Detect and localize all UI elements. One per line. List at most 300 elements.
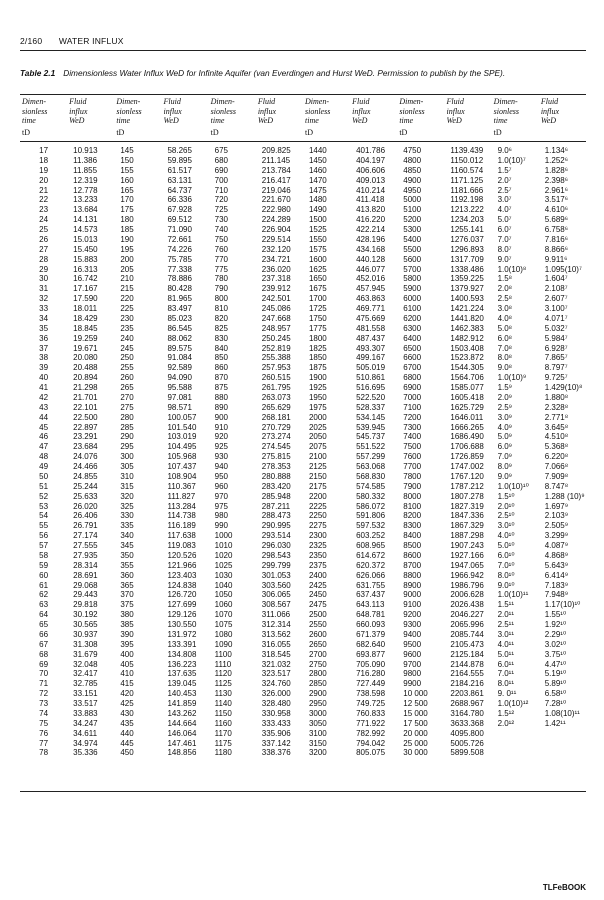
- column-header-line: time: [493, 116, 508, 125]
- table-cell: 463.863: [356, 294, 386, 304]
- table-row: [20, 689, 586, 699]
- table-cell: 522.520: [356, 392, 386, 402]
- table-cell: 66.336: [167, 195, 192, 205]
- table-cell: 6500: [403, 343, 422, 353]
- table-cell: 91.084: [167, 353, 192, 363]
- table-cell: 2.0⁷: [497, 175, 512, 185]
- table-cell: 428.196: [356, 234, 386, 244]
- table-cell: 7.816⁶: [544, 234, 569, 244]
- table-cell: 290.995: [261, 521, 291, 531]
- column-header-line: Fluid: [163, 97, 181, 106]
- table-cell: 337.142: [261, 738, 291, 748]
- table-cell: 499.167: [356, 353, 386, 363]
- column-headers: [20, 97, 586, 137]
- table-row: [20, 166, 586, 176]
- table-cell: 960: [214, 481, 228, 491]
- table-cell: 1080: [214, 629, 233, 639]
- table-cell: 9300: [403, 620, 422, 629]
- table-cell: 20.894: [73, 373, 98, 383]
- table-cell: 14.131: [73, 215, 98, 225]
- column-header: [114, 97, 161, 137]
- table-cell: 1.0(10)¹²: [497, 699, 529, 708]
- table-cell: 7.909⁸: [544, 471, 569, 481]
- column-header-line: sionless: [210, 106, 236, 116]
- table-cell: 1150.012: [450, 155, 484, 165]
- page-number: 2/160: [20, 36, 43, 46]
- table-cell: 283.420: [261, 481, 291, 491]
- table-row: [20, 176, 586, 186]
- table-cell: 1450: [308, 155, 327, 165]
- table-cell: 693.877: [356, 649, 386, 659]
- running-header: [20, 36, 138, 46]
- table-cell: 8300: [403, 521, 422, 531]
- table-cell: 1400.593: [450, 294, 484, 304]
- table-cell: 1234.203: [450, 215, 484, 225]
- table-cell: 1907.243: [450, 541, 484, 550]
- table-cell: 395: [120, 639, 134, 649]
- table-row: [20, 590, 586, 600]
- table-cell: 1.0(10)¹¹: [497, 590, 529, 600]
- table-cell: 1.5¹⁰: [497, 491, 515, 501]
- table-cell: 5.689⁶: [544, 215, 569, 225]
- table-cell: 1585.077: [450, 383, 484, 392]
- table-cell: 287.211: [261, 501, 291, 511]
- table-cell: 273.274: [261, 432, 291, 442]
- table-cell: 74: [39, 708, 49, 718]
- table-cell: 568.830: [356, 471, 386, 481]
- table-cell: 338.376: [261, 748, 291, 758]
- table-cell: 131.972: [167, 629, 197, 639]
- table-cell: 255.388: [261, 353, 291, 363]
- table-cell: 71.090: [167, 225, 192, 234]
- table-cell: 1.55¹⁰: [544, 610, 567, 620]
- table-row: [20, 462, 586, 472]
- table-cell: 2085.744: [450, 629, 484, 639]
- table-cell: 2.108⁷: [544, 284, 568, 294]
- table-cell: 1150: [214, 708, 232, 718]
- table-cell: 1120: [214, 669, 232, 679]
- table-row: [20, 511, 586, 521]
- table-cell: 7.0⁷: [497, 234, 512, 244]
- table-cell: 30 000: [403, 748, 428, 758]
- table-row: [20, 571, 586, 581]
- table-cell: 409.013: [356, 175, 386, 185]
- table-cell: 7.865⁷: [544, 353, 568, 363]
- table-cell: 333.433: [261, 718, 291, 728]
- table-cell: 970: [214, 491, 228, 501]
- table-cell: 49: [39, 462, 49, 471]
- table-cell: 88.062: [167, 333, 192, 343]
- table-cell: 145: [120, 146, 134, 155]
- table-cell: 15.013: [73, 234, 98, 244]
- table-cell: 9.0¹⁰: [497, 580, 515, 590]
- table-cell: 790: [214, 284, 228, 294]
- table-cell: 3.0⁹: [497, 412, 513, 422]
- column-header-line: influx: [163, 106, 182, 116]
- table-cell: 8800: [403, 570, 422, 580]
- table-cell: 17: [39, 146, 49, 155]
- table-cell: 26.791: [73, 521, 98, 531]
- table-cell: 1213.222: [450, 205, 484, 215]
- table-row: [20, 699, 586, 709]
- table-cell: 22.897: [73, 422, 98, 432]
- table-cell: 6.928⁷: [544, 343, 568, 353]
- table-cell: 11.855: [73, 165, 98, 175]
- table-cell: 239.912: [261, 284, 291, 294]
- table-cell: 324.760: [261, 679, 291, 689]
- table-cell: 4950: [403, 185, 422, 195]
- table-cell: 8.0¹¹: [497, 679, 515, 689]
- table-cell: 113.284: [167, 501, 196, 511]
- table-cell: 534.145: [356, 412, 386, 422]
- table-cell: 234.721: [261, 254, 291, 264]
- table-cell: 7800: [403, 471, 422, 481]
- column-header-line: [257, 128, 303, 138]
- table-cell: 493.307: [356, 343, 386, 353]
- column-header-line: Fluid: [540, 97, 559, 106]
- table-cell: 516.695: [356, 383, 386, 392]
- table-cell: 2075: [308, 442, 327, 452]
- table-cell: 195: [120, 244, 134, 254]
- table-cell: 925: [214, 442, 228, 452]
- table-cell: 81.965: [167, 294, 192, 304]
- table-cell: 15.883: [73, 254, 98, 264]
- table-row: [20, 719, 586, 729]
- column-header: [20, 97, 67, 137]
- table-row: [20, 620, 586, 630]
- table-cell: 20.080: [73, 353, 98, 363]
- table-row: [20, 442, 586, 452]
- table-cell: 72.661: [167, 234, 192, 244]
- table-cell: 69.512: [167, 215, 192, 225]
- table-cell: 1482.912: [450, 333, 484, 343]
- table-cell: 990: [214, 521, 228, 531]
- table-cell: 18.845: [73, 323, 98, 333]
- table-cell: 1.095(10)⁷: [544, 264, 582, 274]
- table-cell: 330: [120, 511, 134, 521]
- table-cell: 2125: [308, 462, 327, 471]
- table-cell: 7.948⁹: [544, 590, 569, 600]
- table-title: Dimensionless Water Influx WeD for Infinite Aquifer (van Everdingen and Hurst WeD. Permission to publish by the SPE).: [63, 68, 506, 78]
- table-cell: 648.781: [356, 610, 386, 620]
- table-cell: 24.466: [73, 462, 98, 471]
- table-cell: 21: [39, 185, 49, 195]
- table-cell: 67: [39, 639, 49, 649]
- table-cell: 1.429(10)⁸: [544, 383, 583, 392]
- table-cell: 175: [120, 205, 134, 215]
- table-cell: 840: [214, 343, 228, 353]
- table-cell: 603.252: [356, 531, 386, 541]
- table-cell: 6.0⁹: [497, 442, 513, 452]
- table-cell: 121.966: [167, 560, 197, 570]
- table-cell: 136.223: [167, 659, 197, 669]
- table-cell: 31: [39, 284, 49, 294]
- table-cell: 77.338: [167, 264, 192, 274]
- table-cell: 44: [39, 412, 49, 422]
- table-cell: 1440: [308, 146, 327, 155]
- table-cell: 236.020: [261, 264, 291, 274]
- table-cell: 1800: [308, 333, 327, 343]
- table-cell: 27: [39, 244, 49, 254]
- table-cell: 682.640: [356, 639, 386, 649]
- column-header-line: [163, 128, 209, 138]
- table-cell: 23.684: [73, 442, 98, 452]
- table-cell: 8700: [403, 560, 422, 570]
- table-cell: 6900: [403, 383, 422, 392]
- table-cell: 875: [214, 383, 228, 392]
- table-head-rule: [20, 141, 586, 142]
- table-cell: 18: [39, 155, 49, 165]
- column-header-line: time: [210, 116, 225, 125]
- table-cell: 265.629: [261, 402, 291, 412]
- table-cell: 328.480: [261, 699, 291, 708]
- table-cell: 65: [39, 620, 49, 629]
- table-cell: 40: [39, 373, 49, 383]
- table-cell: 4.0⁸: [497, 313, 513, 323]
- table-cell: 226.904: [261, 225, 291, 234]
- table-cell: 770: [214, 254, 228, 264]
- table-cell: 306.065: [261, 590, 291, 600]
- table-cell: [492, 748, 539, 758]
- table-cell: 141.859: [167, 699, 197, 708]
- table-cell: 400: [120, 649, 134, 659]
- table-cell: 413.820: [356, 205, 386, 215]
- table-row: [20, 334, 586, 344]
- table-cell: 415: [120, 679, 134, 689]
- table-row: [20, 472, 586, 482]
- table-cell: 85.023: [167, 313, 192, 323]
- table-cell: 6.0⁸: [497, 333, 513, 343]
- table-cell: 410.214: [356, 185, 386, 195]
- table-cell: [492, 729, 539, 739]
- table-cell: 365: [120, 580, 134, 590]
- table-cell: 574.585: [356, 481, 386, 491]
- table-cell: 27.555: [73, 541, 98, 550]
- table-cell: 147.461: [167, 738, 197, 748]
- table-cell: 54: [39, 511, 49, 521]
- table-cell: 146.064: [167, 728, 197, 738]
- table-cell: 446.077: [356, 264, 386, 274]
- table-cell: 870: [214, 373, 228, 383]
- table-cell: 83.497: [167, 304, 192, 313]
- table-cell: 17.590: [73, 294, 98, 304]
- table-cell: 300: [120, 452, 134, 462]
- table-cell: 5100: [403, 205, 422, 215]
- table-cell: 2650: [308, 639, 327, 649]
- table-cell: 9.911⁶: [544, 254, 568, 264]
- table-cell: 4.868⁹: [544, 550, 569, 560]
- table-row: [20, 423, 586, 433]
- table-cell: 1140: [214, 699, 232, 708]
- table-cell: 8.0¹⁰: [497, 570, 515, 580]
- table-cell: 5400: [403, 234, 422, 244]
- table-cell: 110.367: [167, 481, 196, 491]
- table-cell: 75.785: [167, 254, 192, 264]
- table-cell: 250: [120, 353, 134, 363]
- table-cell: 270: [120, 392, 134, 402]
- table-cell: 1470: [308, 175, 327, 185]
- table-cell: 404.197: [356, 155, 386, 165]
- table-cell: 1070: [214, 610, 233, 620]
- table-cell: 1925: [308, 383, 327, 392]
- table-cell: 98.571: [167, 402, 192, 412]
- column-header-line: influx: [446, 106, 465, 116]
- table-cell: 7.183⁹: [544, 580, 569, 590]
- table-cell: 9700: [403, 659, 422, 669]
- table-cell: 7100: [403, 402, 422, 412]
- table-cell: 137.635: [167, 669, 197, 679]
- table-cell: 1807.278: [450, 491, 484, 501]
- table-cell: 30: [39, 274, 49, 284]
- table-cell: 111.827: [167, 491, 196, 501]
- table-cell: 1125: [214, 679, 232, 689]
- table-cell: 528.337: [356, 402, 386, 412]
- table-cell: 62: [39, 590, 49, 600]
- table-cell: 6200: [403, 313, 422, 323]
- table-cell: 340: [120, 531, 134, 541]
- table-cell: 440: [120, 728, 134, 738]
- table-cell: 71: [39, 679, 49, 689]
- table-cell: 1725: [308, 304, 327, 313]
- table-cell: 48: [39, 452, 49, 462]
- table-cell: 1181.666: [450, 185, 484, 195]
- table-cell: 1.08(10)¹¹: [544, 708, 580, 718]
- table-cell: 9900: [403, 679, 422, 689]
- table-row: [20, 245, 586, 255]
- table-cell: 2275: [308, 521, 327, 531]
- table-cell: 1110: [214, 659, 232, 669]
- table-cell: 2225: [308, 501, 327, 511]
- table-cell: 7000: [403, 392, 422, 402]
- table-cell: 101.540: [167, 422, 197, 432]
- table-cell: 25.244: [73, 481, 98, 491]
- table-cell: 545.737: [356, 432, 386, 442]
- table-cell: 35: [39, 323, 49, 333]
- table-cell: 230: [120, 313, 134, 323]
- table-cell: 435: [120, 718, 134, 728]
- table-row: [20, 581, 586, 591]
- table-cell: 1767.120: [450, 471, 484, 481]
- table-cell: 900: [214, 412, 228, 422]
- table-cell: 190: [120, 234, 134, 244]
- table-cell: 6.58¹⁰: [544, 689, 567, 699]
- table-cell: 237.318: [261, 274, 291, 284]
- table-cell: 1.5⁸: [497, 274, 513, 284]
- table-cell: 30.565: [73, 620, 98, 629]
- table-cell: 940: [214, 462, 228, 471]
- column-header-line: influx: [540, 106, 560, 116]
- table-cell: 1847.336: [450, 511, 484, 521]
- table-cell: 58: [39, 550, 49, 560]
- table-cell: 29.818: [73, 600, 98, 610]
- table-cell: 637.437: [356, 590, 386, 600]
- column-header: [397, 97, 444, 137]
- table-cell: 5800: [403, 274, 422, 284]
- table-cell: 4.087⁹: [544, 541, 569, 550]
- table-cell: 7200: [403, 412, 422, 422]
- table-cell: 2.5⁹: [497, 402, 513, 412]
- table-cell: 143.262: [167, 708, 197, 718]
- table-cell: 165: [120, 185, 134, 195]
- table-cell: 76: [39, 728, 49, 738]
- table-cell: 2.0⁹: [497, 392, 513, 402]
- table-row: [20, 215, 586, 225]
- column-header-line: tD: [305, 127, 313, 137]
- table-cell: 5.984⁷: [544, 333, 568, 343]
- table-cell: 1255.141: [450, 225, 484, 234]
- column-header-line: WeD: [352, 116, 368, 125]
- table-cell: 5.032⁷: [544, 323, 568, 333]
- table-row: [20, 314, 586, 324]
- table-cell: 481.558: [356, 323, 386, 333]
- table-cell: 26.406: [73, 511, 98, 521]
- table-cell: 51: [39, 481, 49, 491]
- table-cell: 80.428: [167, 284, 192, 294]
- table-cell: 1646.011: [450, 412, 484, 422]
- table-cell: 1686.490: [450, 432, 484, 442]
- table-cell: 2.0⁸: [497, 284, 513, 294]
- table-cell: 2105.473: [450, 639, 484, 649]
- table-cell: 3100: [308, 728, 327, 738]
- table-cell: 800: [214, 294, 228, 304]
- table-cell: 1192.198: [450, 195, 484, 205]
- table-cell: 626.066: [356, 570, 386, 580]
- table-cell: 229.514: [261, 234, 291, 244]
- table-cell: 3.0⁷: [497, 195, 512, 205]
- table-cell: 4.47¹⁰: [544, 659, 567, 669]
- table-cell: 42: [39, 392, 49, 402]
- table-cell: 298.543: [261, 550, 291, 560]
- column-header-line: time: [399, 116, 414, 125]
- table-cell: 370: [120, 590, 134, 600]
- table-cell: 1.697⁹: [544, 501, 569, 511]
- table-cell: 380: [120, 610, 134, 620]
- table-cell: 1500: [308, 215, 327, 225]
- table-cell: 375: [120, 600, 134, 610]
- table-cell: 224.289: [261, 215, 291, 225]
- table-cell: 406.606: [356, 165, 386, 175]
- table-cell: 850: [214, 353, 228, 363]
- table-cell: 1359.225: [450, 274, 484, 284]
- table-cell: 293.514: [261, 531, 291, 541]
- table-cell: 4750: [403, 146, 422, 155]
- table-cell: 220: [120, 294, 134, 304]
- table-cell: 185: [120, 225, 134, 234]
- table-row: [20, 156, 586, 166]
- table-cell: 24.855: [73, 471, 98, 481]
- table-cell: 5300: [403, 225, 422, 234]
- table-cell: 7500: [403, 442, 422, 452]
- table-cell: 45: [39, 422, 49, 432]
- table-cell: 9.0⁸: [497, 363, 513, 373]
- table-cell: 47: [39, 442, 49, 452]
- table-cell: 5.0¹⁰: [497, 541, 515, 550]
- table-cell: 1625.729: [450, 402, 484, 412]
- table-cell: 1867.329: [450, 521, 484, 531]
- table-cell: 2250: [308, 511, 327, 521]
- table-cell: 30.192: [73, 610, 98, 620]
- table-cell: 1060: [214, 600, 233, 610]
- table-cell: 350: [120, 550, 134, 560]
- table-cell: 6.220⁸: [544, 452, 569, 462]
- table-cell: 9000: [403, 590, 422, 600]
- table-cell: 810: [214, 304, 228, 313]
- table-cell: 74.226: [167, 244, 192, 254]
- table-cell: 1523.872: [450, 353, 484, 363]
- table-row: [20, 324, 586, 334]
- table-cell: 1.0(10)¹⁰: [497, 481, 529, 491]
- table-cell: 78: [39, 748, 49, 758]
